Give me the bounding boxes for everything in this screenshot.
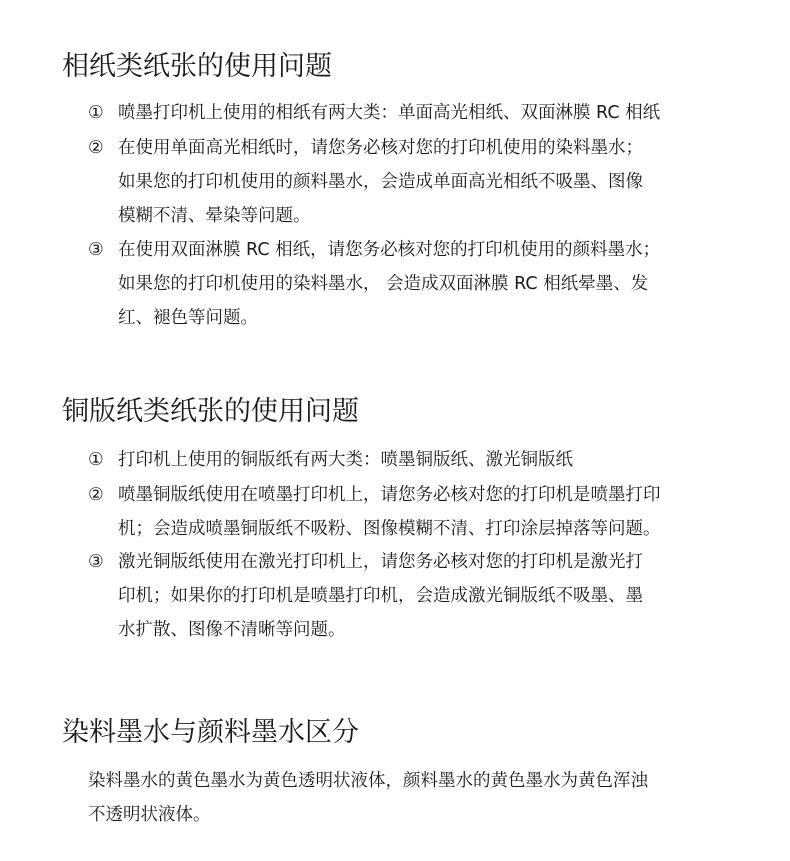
item-text: 喷墨打印机上使用的相纸有两大类：单面高光相纸、双面淋膜 RC 相纸 <box>118 103 661 123</box>
item-text: 在使用双面淋膜 RC 相纸，请您务必核对您的打印机使用的颜料墨水； 如果您的打印机使用的染料墨水， 会造成双面淋膜 RC 相纸晕墨、发 红、褪色等问题。 <box>118 240 661 328</box>
item-text: 打印机上使用的铜版纸有两大类：喷墨铜版纸、激光铜版纸 <box>118 450 573 470</box>
item-number: ③ <box>88 240 104 260</box>
item-number: ① <box>88 450 104 470</box>
item-number: ③ <box>88 552 104 572</box>
item-number: ② <box>88 485 104 505</box>
section-title: 铜版纸类纸张的使用问题 <box>62 396 359 427</box>
list-item <box>88 443 738 477</box>
list-item <box>88 478 738 546</box>
item-number: ① <box>88 103 104 123</box>
item-text: 激光铜版纸使用在激光打印机上，请您务必核对您的打印机是激光打 印机；如果你的打印机是喷墨打印机，会造成激光铜版纸不吸墨、墨 水扩散、图像不清晰等问题。 <box>118 552 643 640</box>
item-text: 在使用单面高光相纸时，请您务必核对您的打印机使用的染料墨水； 如果您的打印机使用的颜料墨水，会造成单面高光相纸不吸墨、图像 模糊不清、晕染等问题。 <box>118 138 643 226</box>
item-text: 喷墨铜版纸使用在喷墨打印机上，请您务必核对您的打印机是喷墨打印 机；会造成喷墨铜版纸不吸粉、图像模糊不清、打印涂层掉落等问题。 <box>118 485 661 539</box>
list-item <box>88 131 738 233</box>
section-paragraph: 染料墨水的黄色墨水为黄色透明状液体，颜料墨水的黄色墨水为黄色浑浊 不透明状液体。 <box>88 771 648 825</box>
item-number: ② <box>88 138 104 158</box>
list-item <box>88 545 738 647</box>
section-title: 染料墨水与颜料墨水区分 <box>62 717 359 748</box>
section-title: 相纸类纸张的使用问题 <box>62 51 332 82</box>
list-item <box>88 96 738 130</box>
list-item <box>88 233 738 335</box>
